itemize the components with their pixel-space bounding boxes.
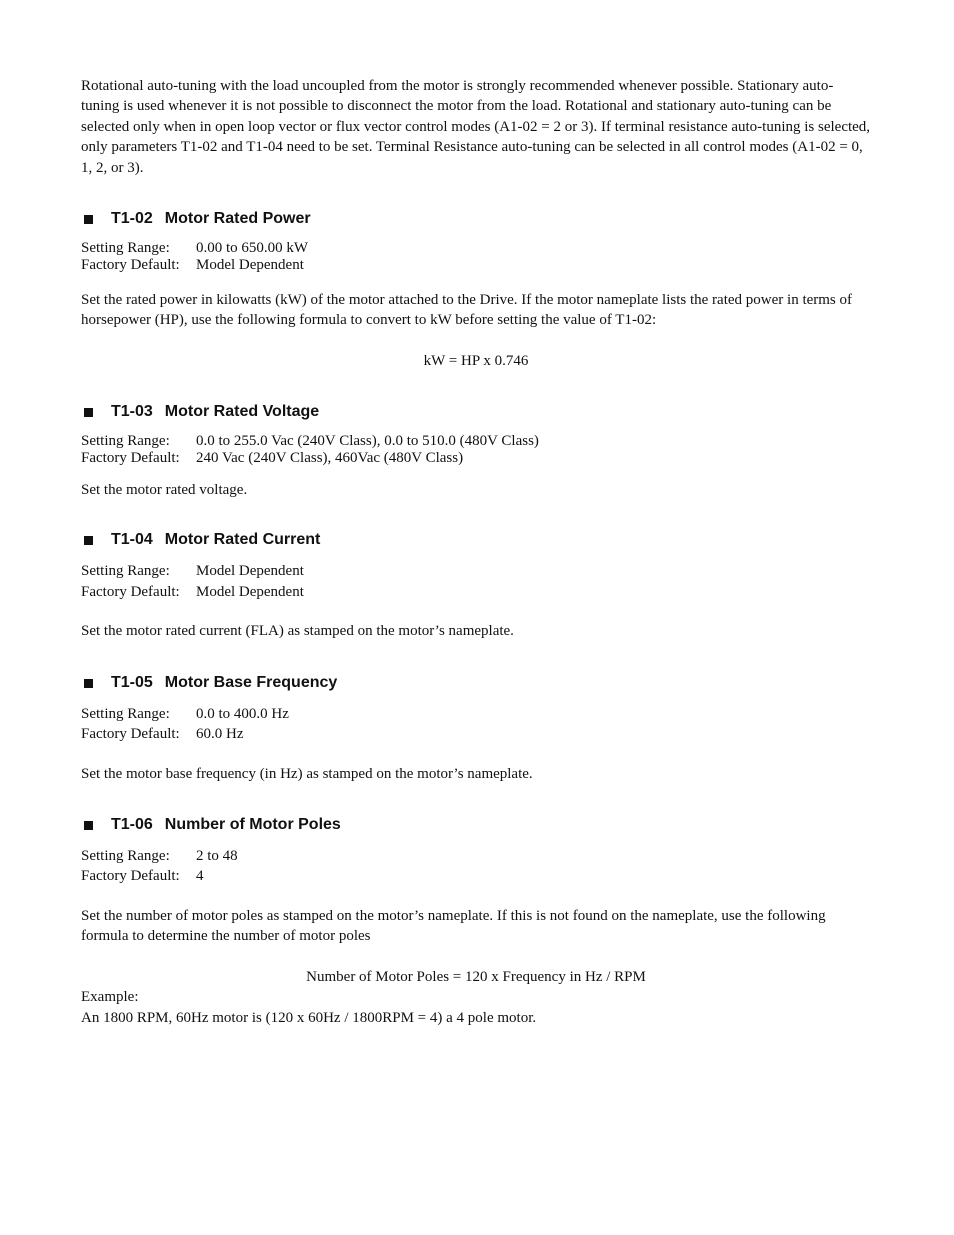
factory-default-label: Factory Default: — [81, 726, 180, 742]
square-bullet-icon — [84, 215, 93, 224]
description-t1-05: Set the motor base frequency (in Hz) as stamped on the motor’s nameplate. — [81, 766, 533, 782]
factory-default-row — [81, 257, 871, 274]
factory-default-value: Model Dependent — [196, 257, 304, 273]
factory-default-label: Factory Default: — [81, 584, 180, 600]
factory-default-value: 60.0 Hz — [196, 726, 244, 742]
setting-range-label: Setting Range: — [81, 706, 170, 722]
example-label: Example: — [81, 989, 139, 1005]
factory-default-row — [81, 450, 871, 467]
parameter-title: Motor Rated Voltage — [164, 403, 320, 420]
factory-default-value: Model Dependent — [196, 584, 304, 600]
factory-default-row — [81, 582, 871, 603]
formula-kw: kW = HP x 0.746 — [423, 353, 529, 369]
description-t1-02: Set the rated power in kilowatts (kW) of the motor attached to the Drive. If the motor nameplate lists the rated power in terms of horsepower (HP), use the following formula to convert to kW before setting the value of T1-02: — [81, 292, 853, 329]
parameter-title: Motor Rated Current — [164, 531, 321, 548]
factory-default-value: 4 — [196, 868, 204, 884]
settings-block-t1-02 — [81, 240, 871, 274]
section-heading-t1-02 — [81, 209, 871, 229]
parameter-code: T1-02 — [111, 210, 153, 227]
parameter-code: T1-05 — [111, 674, 153, 691]
setting-range-value: 0.0 to 255.0 Vac (240V Class), 0.0 to 510.0 (480V Class) — [196, 433, 539, 449]
factory-default-row — [81, 724, 871, 744]
square-bullet-icon — [84, 821, 93, 830]
factory-default-value: 240 Vac (240V Class), 460Vac (480V Class) — [196, 450, 464, 466]
formula-motor-poles: Number of Motor Poles = 120 x Frequency in Hz / RPM — [306, 969, 646, 985]
setting-range-value: 0.00 to 650.00 kW — [196, 240, 309, 256]
setting-range-label: Setting Range: — [81, 240, 170, 256]
parameter-title: Motor Rated Power — [164, 210, 311, 227]
section-heading-t1-05 — [81, 673, 871, 693]
settings-block-t1-05 — [81, 704, 871, 744]
parameter-code: T1-03 — [111, 403, 153, 420]
setting-range-label: Setting Range: — [81, 563, 170, 579]
setting-range-value: 2 to 48 — [196, 848, 238, 864]
setting-range-row — [81, 704, 871, 724]
description-t1-06: Set the number of motor poles as stamped on the motor’s nameplate. If this is not found on the nameplate, use the following formula to determine the number of motor poles — [81, 908, 826, 945]
setting-range-value: 0.0 to 400.0 Hz — [196, 706, 289, 722]
setting-range-row — [81, 240, 871, 257]
description-t1-03: Set the motor rated voltage. — [81, 482, 248, 498]
parameter-title: Motor Base Frequency — [164, 674, 338, 691]
setting-range-row — [81, 561, 871, 582]
setting-range-label: Setting Range: — [81, 433, 170, 449]
intro-paragraph: Rotational auto-tuning with the load uncoupled from the motor is strongly recommended whenever possible. Stationary auto-tuning is used whenever it is not possible to disconnect the motor from the load. Rotational and stationary auto-tuning can be selected only when in open loop vector or flux vector control modes (A1-02 = 2 or 3). If terminal resistance auto-tuning is selected, only parameters T1-02 and T1-04 need to be set. Terminal Resistance auto-tuning can be selected in all control modes (A1-02 = 0, 1, 2, or 3). — [81, 78, 871, 176]
section-heading-t1-06 — [81, 815, 871, 835]
section-heading-t1-04 — [81, 530, 871, 550]
square-bullet-icon — [84, 679, 93, 688]
parameter-title: Number of Motor Poles — [164, 816, 341, 833]
square-bullet-icon — [84, 536, 93, 545]
settings-block-t1-03 — [81, 433, 871, 467]
factory-default-label: Factory Default: — [81, 257, 180, 273]
setting-range-row — [81, 846, 871, 866]
section-heading-t1-03 — [81, 402, 871, 422]
settings-block-t1-04 — [81, 561, 871, 603]
description-t1-04: Set the motor rated current (FLA) as stamped on the motor’s nameplate. — [81, 623, 514, 639]
settings-block-t1-06 — [81, 846, 871, 886]
factory-default-row — [81, 866, 871, 886]
setting-range-value: Model Dependent — [196, 563, 304, 579]
parameter-code: T1-06 — [111, 816, 153, 833]
square-bullet-icon — [84, 408, 93, 417]
factory-default-label: Factory Default: — [81, 868, 180, 884]
parameter-code: T1-04 — [111, 531, 153, 548]
setting-range-row — [81, 433, 871, 450]
setting-range-label: Setting Range: — [81, 848, 170, 864]
example-text: An 1800 RPM, 60Hz motor is (120 x 60Hz / 1800RPM = 4) a 4 pole motor. — [81, 1010, 537, 1026]
factory-default-label: Factory Default: — [81, 450, 180, 466]
